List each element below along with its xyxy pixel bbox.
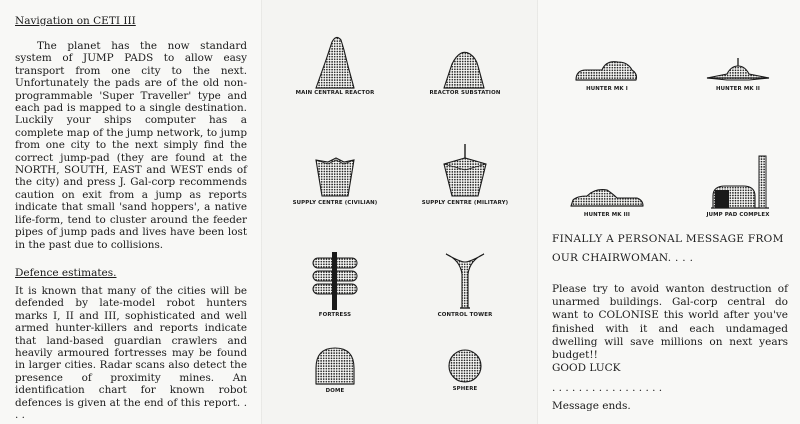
- chart-label: CONTROL TOWER: [437, 312, 493, 318]
- chart-label: HUNTER MK III: [583, 212, 631, 218]
- chart-label: HUNTER MK I: [586, 86, 628, 92]
- chart-label: REACTOR SUBSTATION: [429, 90, 501, 96]
- hunter-mk3-icon: [567, 182, 647, 212]
- navigation-body: [15, 40, 247, 251]
- chart-item-hunter-mk1: [552, 56, 662, 92]
- fortress-icon: [307, 250, 363, 312]
- navigation-body-text: The planet has the now standard system of JUMP PADS to allow easy transport from one city to the next. Unfortunately the pads are of the old non-programmable 'Super Traveller' type and each pad is mapped to a single destination. Luckily your ships computer has a complete map of the jump network, to jump from one city to the next simply find the correct jump-pad (they are found at the NORTH, SOUTH, EAST and WEST ends of the city) and press J.: [15, 40, 247, 189]
- left-panel: [0, 0, 262, 424]
- chart-label: SUPPLY CENTRE (CIVILIAN): [292, 200, 378, 206]
- reactor-substation-icon: [438, 42, 492, 90]
- hunter-mk1-icon: [572, 56, 642, 86]
- navigation-heading: Navigation on CETI III: [15, 15, 136, 27]
- chart-label: JUMP PAD COMPLEX: [706, 212, 770, 218]
- chart-item-hunter-mk2: [688, 56, 788, 92]
- chart-item-dome: [270, 344, 400, 394]
- chart-item-reactor-substation: [400, 42, 530, 96]
- message-heading-line1: FINALLY A PERSONAL MESSAGE FROM: [552, 233, 784, 245]
- supply-centre-civilian-icon: [310, 152, 360, 200]
- main-central-reactor-icon: [310, 32, 360, 90]
- chart-item-jump-pad-complex: [688, 150, 788, 218]
- message-ends: Message ends.: [552, 400, 631, 412]
- chart-item-fortress: [270, 250, 400, 318]
- sphere-icon: [445, 346, 485, 386]
- message-body: Please try to avoid wanton destruction of unarmed buildings. Gal-corp central do want to COLONISE this world after you've finished with it and each undamaged dwelling will save millions on next years budget!!: [552, 283, 788, 362]
- jump-pad-complex-icon: [703, 150, 773, 212]
- chart-item-supply-centre-military: [400, 142, 530, 206]
- supply-centre-military-icon: [438, 142, 492, 200]
- navigation-body-text-2: Gal-corp recommends caution on exit from a jump as reports indicate that small 'sand hoppers', a native life-form, tend to cluster around the feeder pipes of jump pads and lives have been lost in the past due to collisions.: [15, 176, 247, 251]
- chart-label: FORTRESS: [318, 312, 352, 318]
- dotted-line: . . . . . . . . . . . . . . . . .: [552, 382, 663, 394]
- chart-item-supply-centre-civilian: [270, 152, 400, 206]
- chart-item-sphere: [400, 346, 530, 392]
- identification-chart-panel: [262, 0, 538, 424]
- good-luck: GOOD LUCK: [552, 362, 621, 374]
- chart-label: DOME: [325, 388, 345, 394]
- hunter-mk2-icon: [703, 56, 773, 86]
- message-heading-line2: OUR CHAIRWOMAN. . . .: [552, 252, 694, 264]
- chart-label: SUPPLY CENTRE (MILITARY): [421, 200, 509, 206]
- chart-label: SPHERE: [452, 386, 478, 392]
- chart-item-control-tower: [400, 250, 530, 318]
- chart-item-hunter-mk3: [552, 182, 662, 218]
- chart-item-main-central-reactor: [270, 32, 400, 96]
- chart-label: HUNTER MK II: [715, 86, 761, 92]
- defence-heading: Defence estimates.: [15, 267, 117, 279]
- control-tower-icon: [440, 250, 490, 312]
- defence-body: It is known that many of the cities will be defended by late-model robot hunters marks I, II and III, sophisticated and well armed hunter-killers and reports indicate that land-based guardian crawlers and heavily armoured fortresses may be found in larger cities. Radar scans also detect the presence of proximity mines. An identification chart for known robot defences is given at the end of this report. . . .: [15, 285, 247, 422]
- chart-label: MAIN CENTRAL REACTOR: [295, 90, 375, 96]
- dome-icon: [312, 344, 358, 388]
